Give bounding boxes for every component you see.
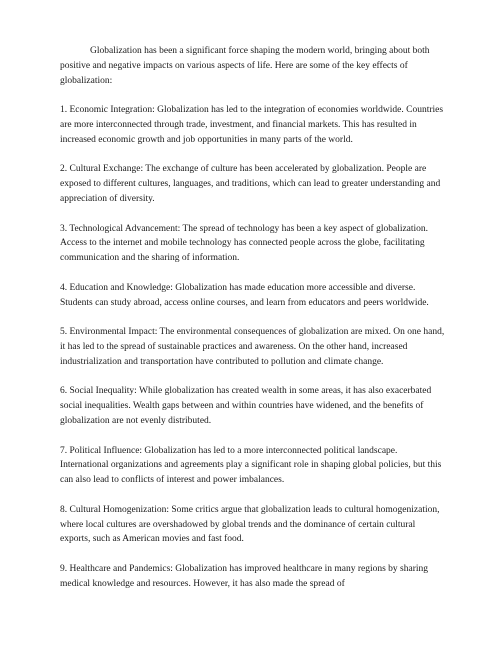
document-body	[60, 44, 446, 606]
list-item: 5. Environmental Impact: The environmental consequences of globalization are mixed. On one hand, it has led to the spread of sustainable practices and awareness. On the other hand, increased industrialization and transportation have contributed to pollution and climate change.	[60, 327, 445, 367]
list-item: 9. Healthcare and Pandemics: Globalization has improved healthcare in many regions by sharing medical knowledge and resources. However, it has also made the spread of	[60, 563, 429, 589]
list-item: 6. Social Inequality: While globalization has created wealth in some areas, it has also exacerbated social inequalities. Wealth gaps between and within countries have widened, and the benefits of globalization are not evenly distributed.	[60, 386, 432, 426]
intro-paragraph: Globalization has been a significant force shaping the modern world, bringing about both positive and negative impacts on various aspects of life. Here are some of the key effects of globalization:	[60, 46, 430, 86]
list-item: 7. Political Influence: Globalization has led to a more interconnected political landscape. International organizations and agreements play a significant role in shaping global policies, but this can also lead to conflicts of interest and power imbalances.	[60, 445, 442, 486]
list-item: 4. Education and Knowledge: Globalization has made education more accessible and diverse. Students can study abroad, access online courses, and learn from educators and peers worldwide.	[60, 282, 429, 308]
list-item: 1. Economic Integration: Globalization has led to the integration of economies worldwide. Countries are more interconnected through trade, investment, and financial markets. This has resulted in increased economic growth and job opportunities in many parts of the world.	[60, 105, 444, 145]
list-item: 2. Cultural Exchange: The exchange of culture has been accelerated by globalization. People are exposed to different cultures, languages, and traditions, which can lead to greater understanding and appreciation of diversity.	[60, 164, 441, 204]
list-item: 3. Technological Advancement: The spread of technology has been a key aspect of globalization. Access to the internet and mobile technology has connected people across the globe, facilitating communication and the sharing of information.	[60, 223, 429, 264]
list-item: 8. Cultural Homogenization: Some critics argue that globalization leads to cultural homogenization, where local cultures are overshadowed by global trends and the dominance of certain cultural exports, such as American movies and fast food.	[60, 504, 440, 545]
